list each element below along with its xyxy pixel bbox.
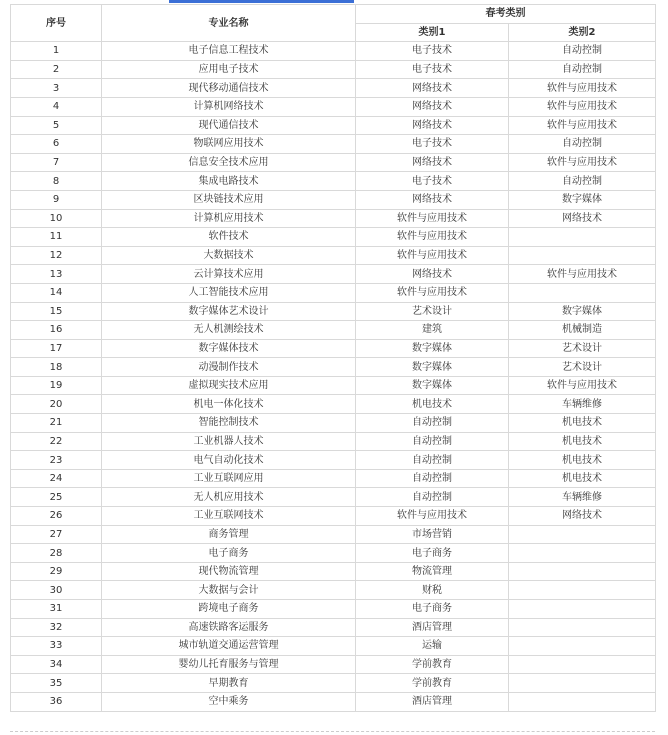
- table-row: [11, 116, 656, 135]
- cell-category-2: [509, 283, 656, 302]
- cell-category-2: 机电技术: [509, 451, 656, 470]
- cell-category-2: 软件与应用技术: [509, 153, 656, 172]
- cell-category-1: 网络技术: [356, 190, 509, 209]
- cell-major-name: 人工智能技术应用: [102, 283, 356, 302]
- cell-category-1: 软件与应用技术: [356, 283, 509, 302]
- cell-category-2: 软件与应用技术: [509, 265, 656, 284]
- cell-category-2: 数字媒体: [509, 190, 656, 209]
- cell-major-name: 城市轨道交通运营管理: [102, 637, 356, 656]
- table-row: [11, 321, 656, 340]
- majors-table: [10, 4, 656, 712]
- table-row: [11, 228, 656, 247]
- cell-category-2: [509, 544, 656, 563]
- cell-index: 18: [11, 358, 102, 377]
- cell-major-name: 电子信息工程技术: [102, 42, 356, 61]
- cell-category-2: 数字媒体: [509, 302, 656, 321]
- cell-index: 32: [11, 618, 102, 637]
- table-row: [11, 507, 656, 526]
- table-row: [11, 469, 656, 488]
- cell-major-name: 婴幼儿托育服务与管理: [102, 655, 356, 674]
- cell-category-2: 网络技术: [509, 507, 656, 526]
- cell-category-1: 自动控制: [356, 451, 509, 470]
- cell-category-1: 软件与应用技术: [356, 209, 509, 228]
- header-index: 序号: [11, 5, 102, 42]
- cell-category-2: [509, 618, 656, 637]
- header-category-1: 类别1: [356, 23, 509, 42]
- cell-index: 2: [11, 60, 102, 79]
- cell-index: 25: [11, 488, 102, 507]
- cell-index: 26: [11, 507, 102, 526]
- table-row: [11, 190, 656, 209]
- cell-major-name: 数字媒体技术: [102, 339, 356, 358]
- cell-category-2: [509, 600, 656, 619]
- table-row: [11, 618, 656, 637]
- cell-major-name: 智能控制技术: [102, 414, 356, 433]
- cell-category-1: 软件与应用技术: [356, 246, 509, 265]
- table-row: [11, 581, 656, 600]
- cell-category-1: 自动控制: [356, 488, 509, 507]
- table-row: [11, 60, 656, 79]
- cell-major-name: 信息安全技术应用: [102, 153, 356, 172]
- cell-major-name: 空中乘务: [102, 692, 356, 711]
- cell-major-name: 无人机应用技术: [102, 488, 356, 507]
- cell-major-name: 电气自动化技术: [102, 451, 356, 470]
- cell-category-1: 数字媒体: [356, 339, 509, 358]
- cell-category-1: 网络技术: [356, 265, 509, 284]
- cell-category-1: 电子技术: [356, 172, 509, 191]
- cell-category-1: 运输: [356, 637, 509, 656]
- cell-category-1: 物流管理: [356, 562, 509, 581]
- cell-major-name: 工业互联网技术: [102, 507, 356, 526]
- cell-major-name: 集成电路技术: [102, 172, 356, 191]
- cell-index: 13: [11, 265, 102, 284]
- table-row: [11, 451, 656, 470]
- cell-category-1: 网络技术: [356, 116, 509, 135]
- cell-category-2: [509, 692, 656, 711]
- cell-index: 29: [11, 562, 102, 581]
- cell-category-1: 电子技术: [356, 42, 509, 61]
- cell-index: 10: [11, 209, 102, 228]
- cell-index: 6: [11, 135, 102, 154]
- cell-major-name: 虚拟现实技术应用: [102, 376, 356, 395]
- table-row: [11, 42, 656, 61]
- table-row: [11, 79, 656, 98]
- cell-category-2: 自动控制: [509, 135, 656, 154]
- cell-category-2: 机械制造: [509, 321, 656, 340]
- cell-category-1: 自动控制: [356, 432, 509, 451]
- cell-major-name: 早期教育: [102, 674, 356, 693]
- cell-major-name: 现代移动通信技术: [102, 79, 356, 98]
- cell-category-1: 电子技术: [356, 60, 509, 79]
- cell-category-2: 机电技术: [509, 469, 656, 488]
- cell-category-1: 自动控制: [356, 469, 509, 488]
- cell-category-2: 网络技术: [509, 209, 656, 228]
- cell-category-2: 机电技术: [509, 414, 656, 433]
- cell-index: 30: [11, 581, 102, 600]
- cell-category-2: 车辆维修: [509, 395, 656, 414]
- table-row: [11, 655, 656, 674]
- cell-index: 5: [11, 116, 102, 135]
- cell-major-name: 商务管理: [102, 525, 356, 544]
- cell-category-1: 电子技术: [356, 135, 509, 154]
- table-row: [11, 432, 656, 451]
- cell-category-2: 软件与应用技术: [509, 376, 656, 395]
- cell-category-2: 软件与应用技术: [509, 116, 656, 135]
- header-row-1: [11, 5, 656, 24]
- cell-index: 7: [11, 153, 102, 172]
- cell-index: 36: [11, 692, 102, 711]
- table-row: [11, 562, 656, 581]
- header-major: 专业名称: [102, 5, 356, 42]
- cell-category-1: 网络技术: [356, 153, 509, 172]
- table-row: [11, 395, 656, 414]
- bottom-divider: [10, 731, 655, 732]
- table-row: [11, 209, 656, 228]
- table-row: [11, 488, 656, 507]
- cell-category-1: 软件与应用技术: [356, 507, 509, 526]
- cell-major-name: 工业互联网应用: [102, 469, 356, 488]
- cell-category-2: 艺术设计: [509, 339, 656, 358]
- cell-major-name: 跨境电子商务: [102, 600, 356, 619]
- table-row: [11, 246, 656, 265]
- cell-major-name: 现代物流管理: [102, 562, 356, 581]
- cell-index: 17: [11, 339, 102, 358]
- cell-category-1: 机电技术: [356, 395, 509, 414]
- top-accent-bar: [169, 0, 354, 3]
- cell-category-2: 自动控制: [509, 172, 656, 191]
- cell-category-1: 网络技术: [356, 79, 509, 98]
- cell-category-2: 软件与应用技术: [509, 79, 656, 98]
- cell-index: 28: [11, 544, 102, 563]
- cell-index: 27: [11, 525, 102, 544]
- cell-category-2: [509, 562, 656, 581]
- table-row: [11, 637, 656, 656]
- cell-category-2: [509, 246, 656, 265]
- cell-major-name: 工业机器人技术: [102, 432, 356, 451]
- cell-category-2: [509, 581, 656, 600]
- table-row: [11, 674, 656, 693]
- cell-index: 35: [11, 674, 102, 693]
- cell-index: 19: [11, 376, 102, 395]
- cell-major-name: 计算机应用技术: [102, 209, 356, 228]
- cell-category-1: 酒店管理: [356, 692, 509, 711]
- cell-category-1: 数字媒体: [356, 376, 509, 395]
- cell-category-1: 酒店管理: [356, 618, 509, 637]
- cell-category-2: 车辆维修: [509, 488, 656, 507]
- cell-category-2: [509, 655, 656, 674]
- table-row: [11, 153, 656, 172]
- table-row: [11, 172, 656, 191]
- cell-category-2: [509, 228, 656, 247]
- cell-category-1: 学前教育: [356, 655, 509, 674]
- cell-index: 3: [11, 79, 102, 98]
- table-row: [11, 97, 656, 116]
- cell-category-1: 电子商务: [356, 600, 509, 619]
- cell-category-1: 电子商务: [356, 544, 509, 563]
- majors-table-container: [10, 4, 655, 712]
- cell-category-1: 自动控制: [356, 414, 509, 433]
- cell-index: 8: [11, 172, 102, 191]
- cell-major-name: 大数据与会计: [102, 581, 356, 600]
- cell-index: 23: [11, 451, 102, 470]
- table-row: [11, 302, 656, 321]
- cell-category-1: 艺术设计: [356, 302, 509, 321]
- table-row: [11, 339, 656, 358]
- table-row: [11, 135, 656, 154]
- cell-index: 4: [11, 97, 102, 116]
- cell-category-2: 软件与应用技术: [509, 97, 656, 116]
- cell-major-name: 现代通信技术: [102, 116, 356, 135]
- cell-major-name: 软件技术: [102, 228, 356, 247]
- cell-category-2: 自动控制: [509, 42, 656, 61]
- cell-index: 15: [11, 302, 102, 321]
- cell-major-name: 高速铁路客运服务: [102, 618, 356, 637]
- cell-index: 1: [11, 42, 102, 61]
- cell-category-1: 市场营销: [356, 525, 509, 544]
- cell-major-name: 机电一体化技术: [102, 395, 356, 414]
- table-row: [11, 358, 656, 377]
- cell-category-2: 自动控制: [509, 60, 656, 79]
- cell-major-name: 区块链技术应用: [102, 190, 356, 209]
- cell-category-2: [509, 674, 656, 693]
- cell-major-name: 电子商务: [102, 544, 356, 563]
- cell-index: 21: [11, 414, 102, 433]
- cell-major-name: 应用电子技术: [102, 60, 356, 79]
- cell-index: 33: [11, 637, 102, 656]
- header-spring-exam-category: 春考类别: [356, 5, 656, 24]
- cell-major-name: 计算机网络技术: [102, 97, 356, 116]
- table-body: [11, 42, 656, 711]
- cell-index: 12: [11, 246, 102, 265]
- cell-category-1: 财税: [356, 581, 509, 600]
- table-row: [11, 525, 656, 544]
- cell-major-name: 动漫制作技术: [102, 358, 356, 377]
- cell-category-1: 建筑: [356, 321, 509, 340]
- cell-category-1: 数字媒体: [356, 358, 509, 377]
- cell-major-name: 物联网应用技术: [102, 135, 356, 154]
- cell-category-1: 网络技术: [356, 97, 509, 116]
- cell-index: 22: [11, 432, 102, 451]
- table-row: [11, 692, 656, 711]
- table-row: [11, 283, 656, 302]
- cell-index: 11: [11, 228, 102, 247]
- cell-major-name: 数字媒体艺术设计: [102, 302, 356, 321]
- cell-category-2: [509, 637, 656, 656]
- cell-index: 31: [11, 600, 102, 619]
- cell-major-name: 大数据技术: [102, 246, 356, 265]
- table-row: [11, 544, 656, 563]
- cell-index: 14: [11, 283, 102, 302]
- cell-major-name: 无人机测绘技术: [102, 321, 356, 340]
- cell-category-2: 艺术设计: [509, 358, 656, 377]
- cell-index: 9: [11, 190, 102, 209]
- cell-major-name: 云计算技术应用: [102, 265, 356, 284]
- cell-index: 20: [11, 395, 102, 414]
- cell-category-2: [509, 525, 656, 544]
- table-row: [11, 414, 656, 433]
- cell-category-1: 软件与应用技术: [356, 228, 509, 247]
- cell-index: 34: [11, 655, 102, 674]
- cell-category-2: 机电技术: [509, 432, 656, 451]
- cell-category-1: 学前教育: [356, 674, 509, 693]
- table-row: [11, 600, 656, 619]
- cell-index: 24: [11, 469, 102, 488]
- cell-index: 16: [11, 321, 102, 340]
- header-category-2: 类别2: [509, 23, 656, 42]
- table-row: [11, 376, 656, 395]
- table-row: [11, 265, 656, 284]
